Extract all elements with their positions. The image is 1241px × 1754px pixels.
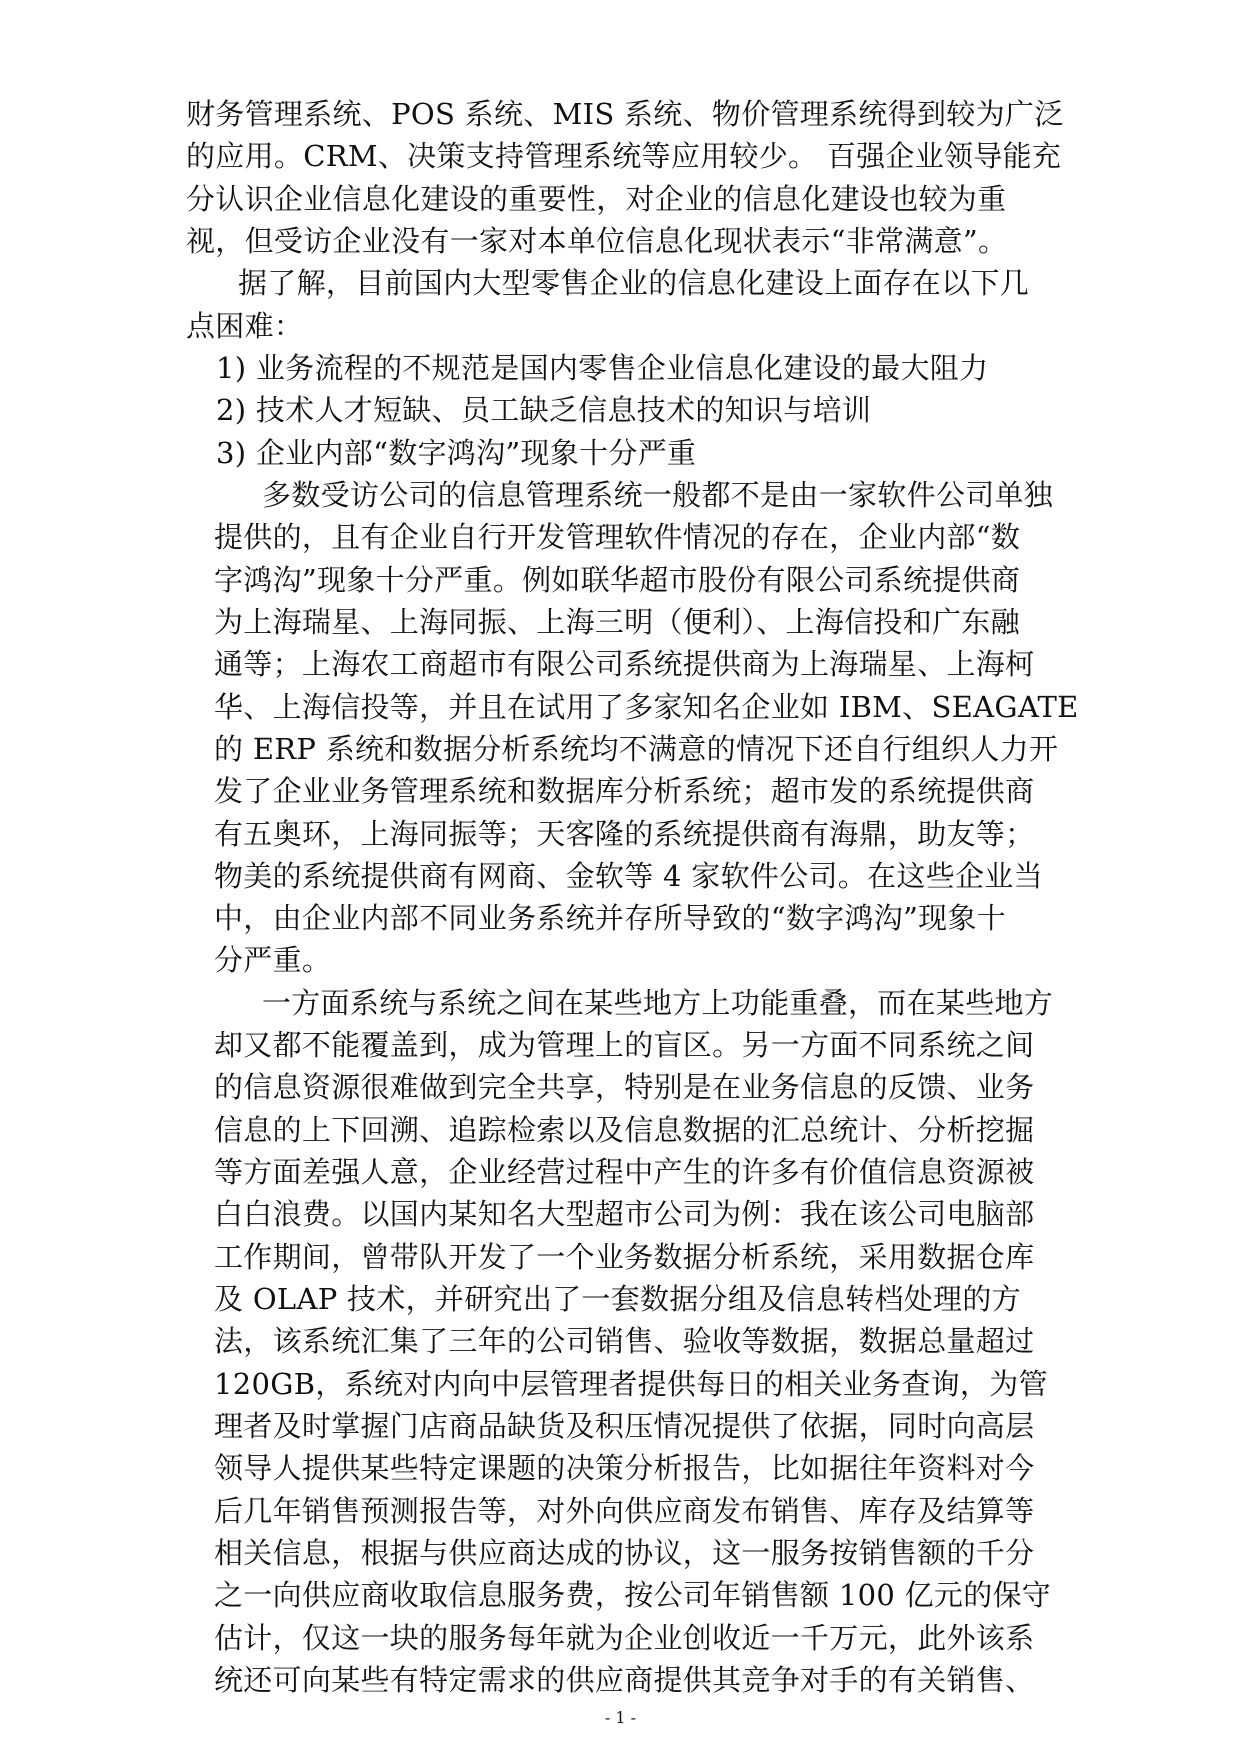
- text-line: 之一向供应商收取信息服务费，按公司年销售额 100 亿元的保守: [214, 1578, 1052, 1612]
- list-item: 1) 业务流程的不规范是国内零售企业信息化建设的最大阻力: [216, 351, 989, 385]
- text-line: 发了企业业务管理系统和数据库分析系统；超市发的系统提供商: [214, 774, 1035, 808]
- text-line: 等方面差强人意，企业经营过程中产生的许多有价值信息资源被: [214, 1155, 1035, 1189]
- list-item: 3) 企业内部“数字鸿沟”现象十分严重: [216, 436, 697, 470]
- text-line: 华、上海信投等，并且在试用了多家知名企业如 IBM、SEAGATE: [214, 690, 1079, 724]
- text-line: 白白浪费。以国内某知名大型超市公司为例：我在该公司电脑部: [214, 1197, 1035, 1231]
- text-line: 分严重。: [214, 943, 332, 977]
- text-line: 法，该系统汇集了三年的公司销售、验收等数据，数据总量超过: [214, 1324, 1035, 1358]
- text-line: 物美的系统提供商有网商、金软等 4 家软件公司。在这些企业当: [214, 859, 1043, 893]
- text-line: 提供的，且有企业自行开发管理软件情况的存在，企业内部“数: [214, 520, 1021, 554]
- text-line: 120GB，系统对内向中层管理者提供每日的相关业务查询，为管: [214, 1367, 1048, 1401]
- text-line: 有五奥环，上海同振等；天客隆的系统提供商有海鼎，助友等；: [214, 817, 1035, 851]
- text-line: 的信息资源很难做到完全共享，特别是在业务信息的反馈、业务: [214, 1070, 1035, 1104]
- text-line: 领导人提供某些特定课题的决策分析报告，比如据往年资料对今: [214, 1451, 1035, 1485]
- text-line: 统还可向某些有特定需求的供应商提供其竞争对手的有关销售、: [214, 1663, 1035, 1697]
- text-line: 多数受访公司的信息管理系统一般都不是由一家软件公司单独: [262, 478, 1054, 512]
- text-line: 为上海瑞星、上海同振、上海三明（便利）、上海信投和广东融: [214, 605, 1020, 639]
- text-line: 中，由企业内部不同业务系统并存所导致的“数字鸿沟”现象十: [214, 901, 1007, 935]
- text-line: 及 OLAP 技术，并研究出了一套数据分组及信息转档处理的方: [214, 1282, 1021, 1316]
- text-line: 信息的上下回溯、追踪检索以及信息数据的汇总统计、分析挖掘: [214, 1113, 1035, 1147]
- text-line: 财务管理系统、POS 系统、MIS 系统、物价管理系统得到较为广泛: [186, 97, 1064, 131]
- text-line: 却又都不能覆盖到，成为管理上的盲区。另一方面不同系统之间: [214, 1028, 1035, 1062]
- text-line: 通等；上海农工商超市有限公司系统提供商为上海瑞星、上海柯: [214, 647, 1035, 681]
- text-line: 据了解，目前国内大型零售企业的信息化建设上面存在以下几: [238, 266, 1030, 300]
- text-line: 理者及时掌握门店商品缺货及积压情况提供了依据，同时向高层: [214, 1409, 1035, 1443]
- text-line: 点困难：: [186, 309, 304, 343]
- text-line: 工作期间，曾带队开发了一个业务数据分析系统，采用数据仓库: [214, 1240, 1035, 1274]
- text-line: 的应用。CRM、决策支持管理系统等应用较少。 百强企业领导能充: [186, 139, 1062, 173]
- text-line: 相关信息，根据与供应商达成的协议，这一服务按销售额的千分: [214, 1536, 1035, 1570]
- list-item: 2) 技术人才短缺、员工缺乏信息技术的知识与培训: [216, 393, 872, 427]
- text-line: 估计，仅这一块的服务每年就为企业创收近一千万元，此外该系: [214, 1621, 1035, 1655]
- text-line: 视，但受访企业没有一家对本单位信息化现状表示“非常满意”。: [186, 224, 1008, 258]
- text-line: 的 ERP 系统和数据分析系统均不满意的情况下还自行组织人力开: [214, 732, 1059, 766]
- text-line: 一方面系统与系统之间在某些地方上功能重叠，而在某些地方: [262, 986, 1054, 1020]
- text-line: 字鸿沟”现象十分严重。例如联华超市股份有限公司系统提供商: [214, 563, 1021, 597]
- text-line: 后几年销售预测报告等，对外向供应商发布销售、库存及结算等: [214, 1494, 1035, 1528]
- page-number: - 1 -: [604, 1708, 637, 1727]
- text-line: 分认识企业信息化建设的重要性，对企业的信息化建设也较为重: [186, 182, 1007, 216]
